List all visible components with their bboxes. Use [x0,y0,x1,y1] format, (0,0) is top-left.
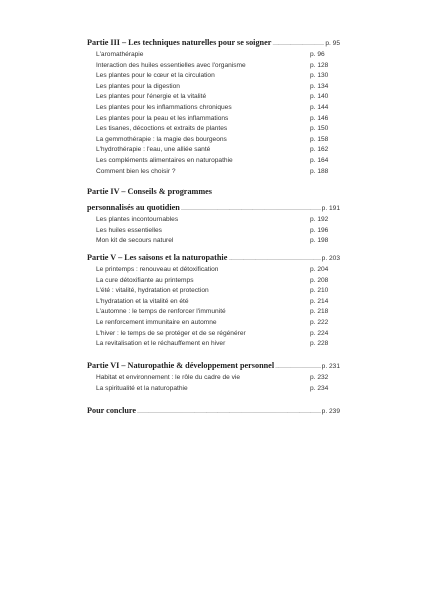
part-page: p. 231 [321,363,340,370]
entry-title: Les plantes pour la peau et les inflammations [96,114,229,122]
toc-part-5 [87,253,340,350]
entry-page: p. 130 [310,72,329,80]
entry-page: p. 146 [310,114,329,122]
toc-entry[interactable] [87,307,340,318]
entry-title: L'hydratation et la vitalité en été [96,297,189,305]
toc-entry[interactable] [87,297,340,308]
entry-page: p. 232 [310,374,329,381]
toc-entry[interactable] [87,145,340,156]
entry-page: p. 150 [310,125,329,133]
entry-page: p. 228 [310,340,329,348]
toc-part-6 [87,361,340,394]
entry-title: La cure détoxifiante au printemps [96,276,194,284]
part-heading[interactable] [87,253,340,265]
entry-title: Les tisanes, décoctions et extraits de plantes [96,125,228,133]
entry-page: p. 198 [310,237,329,245]
part-title: Partie V – Les saisons et la naturopathie [87,253,228,262]
entry-title: Habitat et environnement : le rôle du cadre de vie [96,374,241,381]
entry-title: Interaction des huiles essentielles avec l'organisme [96,61,246,69]
toc-conclusion [87,406,340,418]
entry-title: Le printemps : renouveau et détoxification [96,266,219,273]
toc-entry[interactable] [87,114,340,125]
toc-entry[interactable] [87,329,340,340]
dot-leader [272,38,324,47]
entry-title: L'hydrothérapie : l'eau, une alliée santé [96,146,211,154]
toc-entry[interactable] [87,373,340,384]
entry-page: p. 144 [310,103,329,111]
toc-entry[interactable] [87,71,340,82]
entry-page: p. 210 [310,287,329,295]
entry-title: Les huiles essentielles [96,226,162,234]
part-heading[interactable] [87,406,340,418]
part-heading[interactable] [87,361,340,373]
part-page: p. 95 [325,40,340,47]
entry-title: Les plantes pour la digestion [96,82,180,90]
part-heading[interactable] [87,203,340,215]
toc-entry[interactable] [87,236,340,247]
entry-title: L'été : vitalité, hydratation et protection [96,287,209,295]
entry-page: p. 96 [310,51,325,58]
toc-entry[interactable] [87,167,340,178]
entry-page: p. 134 [310,82,329,90]
dot-leader [275,361,321,370]
dot-leader [228,253,320,262]
part-title: Pour conclure [87,406,137,415]
toc-entry[interactable] [87,286,340,297]
part-heading-line1[interactable] [87,187,340,198]
toc-entry[interactable] [87,276,340,287]
dot-leader [181,203,321,212]
toc-entry[interactable] [87,226,340,237]
toc-entry[interactable] [87,156,340,167]
toc-entry[interactable] [87,124,340,135]
entry-page: p. 224 [310,329,329,337]
entry-title: Le renforcement immunitaire en automne [96,318,217,326]
part-title: Partie III – Les techniques naturelles pour se soigner [87,38,272,47]
entry-title: Comment bien les choisir ? [96,167,176,175]
toc-entry[interactable] [87,50,340,61]
entry-page: p. 140 [310,93,329,101]
toc-entry[interactable] [87,318,340,329]
entry-page: p. 222 [310,318,329,326]
toc-entry[interactable] [87,103,340,114]
entry-page: p. 164 [310,156,329,164]
entry-page: p. 208 [310,276,329,284]
entry-page: p. 188 [310,167,329,175]
part-title-line2: personnalisés au quotidien [87,203,180,212]
entry-title: La revitalisation et le réchauffement en hiver [96,340,226,348]
part-page: p. 191 [321,205,340,212]
toc-part-4 [87,187,340,247]
part-heading[interactable] [87,38,340,50]
entry-title: La gemmothérapie : la magie des bourgeons [96,135,227,143]
entry-page: p. 158 [310,135,329,143]
toc-entry[interactable] [87,135,340,146]
entry-title: Mon kit de secours naturel [96,237,174,245]
part-page: p. 239 [321,408,340,415]
entry-title: Les plantes pour les inflammations chroniques [96,103,232,111]
part-title: Partie VI – Naturopathie & développement personnel [87,361,275,370]
toc-entry[interactable] [87,384,340,395]
toc-entry[interactable] [87,82,340,93]
entry-title: L'automne : le temps de renforcer l'immunité [96,308,226,316]
entry-page: p. 192 [310,216,329,223]
dot-leader [137,406,321,415]
toc-part-3 [87,38,340,177]
entry-title: L'aromathérapie [96,51,144,58]
toc-entry[interactable] [87,61,340,72]
entry-title: L'hiver : le temps de se protéger et de se régénérer [96,329,246,337]
entry-page: p. 196 [310,226,329,234]
entry-title: Les plantes pour le cœur et la circulation [96,72,215,80]
toc-entry[interactable] [87,265,340,276]
entry-page: p. 204 [310,266,329,273]
part-page: p. 203 [321,255,340,262]
entry-page: p. 162 [310,146,329,154]
toc-entry[interactable] [87,215,340,226]
entry-title: La spiritualité et la naturopathie [96,384,188,392]
entry-page: p. 218 [310,308,329,316]
entry-title: Les plantes pour l'énergie et la vitalité [96,93,207,101]
entry-page: p. 234 [310,384,329,392]
entry-page: p. 214 [310,297,329,305]
part-title-line1: Partie IV – Conseils & programmes [87,187,212,196]
entry-title: Les plantes incontournables [96,216,179,223]
entry-page: p. 128 [310,61,329,69]
entry-title: Les compléments alimentaires en naturopathie [96,156,233,164]
toc-entry[interactable] [87,92,340,103]
toc-entry[interactable] [87,339,340,350]
